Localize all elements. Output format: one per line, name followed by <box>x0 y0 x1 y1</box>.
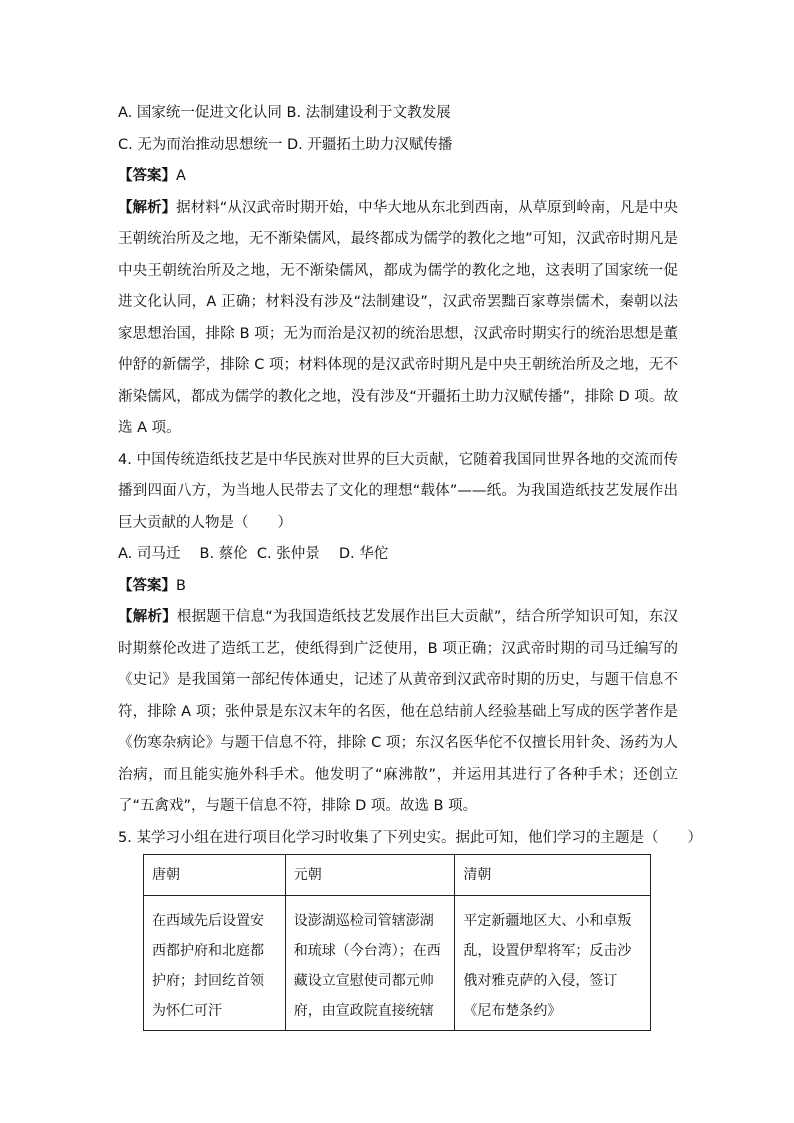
table-cell-tang: 在西域先后设置安西都护府和北庭都护府；封回纥首领为怀仁可汗 <box>144 896 286 1031</box>
answer-value: A <box>176 168 186 184</box>
table-header-cell-yuan: 元朝 <box>285 855 455 896</box>
answer-value: B <box>176 577 186 594</box>
table-header-cell-qing: 清朝 <box>455 855 651 896</box>
analysis-text: 据材料“从汉武帝时期开始，中华大地从东北到西南，从草原到岭南，凡是中央王朝统治所及之地，无不渐染儒风，最终都成为儒学的教化之地”可知，汉武帝时期凡是中央王朝统治所及之地，无不渐染儒风，都成为儒学的教化之地，这表明了国家统一促进文化认同，A 正确；材料没有涉及“法制建设”，汉武帝罢黜百家尊崇儒术，秦朝以法家思想治国，排除 B 项；无为而治是汉初的统治思想，汉武帝时期实行的统治思想是董仲舒的新儒学，排除 C 项；材料体现的是汉武帝时期凡是中央王朝统治所及之地，无不渐染儒风，都成为儒学的教化之地，没有涉及“开疆拓土助力汉赋传播”，排除 D 项。故选 A 项。 <box>118 199 678 436</box>
document-page <box>118 98 702 1019</box>
answer-label: 【答案】 <box>118 168 176 184</box>
q3-answer <box>118 161 678 193</box>
q5-facts-table <box>143 854 651 1031</box>
q4-options: A. 司马迁 B. 蔡伦 C. 张仲景 D. 华佗 <box>118 546 389 562</box>
q4-analysis <box>118 602 678 823</box>
q5-stem: 5. 某学习小组在进行项目化学习时收集了下列史实。据此可知，他们学习的主题是（ ） <box>118 829 702 846</box>
table-header-cell-tang: 唐朝 <box>144 855 286 896</box>
q3-options-line-2: C. 无为而治推动思想统一 D. 开疆拓土助力汉赋传播 <box>118 136 453 153</box>
q4-answer <box>118 571 678 603</box>
q4-stem: 4. 中国传统造纸技艺是中华民族对世界的巨大贡献，它随着我国同世界各地的交流而传播到四面八方，为当地人民带去了文化的理想“载体”——纸。为我国造纸技艺发展作出巨大贡献的人物是（ ） <box>118 451 678 531</box>
table-header-row <box>144 855 651 896</box>
table-cell-yuan: 设澎湖巡检司管辖澎湖和琉球（今台湾）；在西藏设立宣慰使司都元帅府，由宣政院直接统辖 <box>285 896 455 1031</box>
q3-analysis <box>118 193 678 445</box>
analysis-label: 【解析】 <box>118 609 177 625</box>
analysis-label: 【解析】 <box>118 199 177 216</box>
table-row <box>144 896 651 1031</box>
q3-options-line-1: A. 国家统一促进文化认同 B. 法制建设利于文教发展 <box>118 105 451 121</box>
analysis-text: 根据题干信息“为我国造纸技艺发展作出巨大贡献”，结合所学知识可知，东汉时期蔡伦改进了造纸工艺，使纸得到广泛使用，B 项正确；汉武帝时期的司马迁编写的《史记》是我国第一部纪传体通史，记述了从黄帝到汉武帝时期的历史，与题干信息不符，排除 A 项；张仲景是东汉末年的名医，他在总结前人经验基础上写成的医学著作是《伤寒杂病论》与题干信息不符，排除 C 项；东汉名医华佗不仅擅长用针灸、汤药为人治病，而且能实施外科手术。他发明了“麻沸散”，并运用其进行了各种手术；还创立了“五禽戏”，与题干信息不符，排除 D 项。故选 B 项。 <box>118 609 679 814</box>
answer-label: 【答案】 <box>118 577 176 594</box>
table-cell-qing: 平定新疆地区大、小和卓叛乱，设置伊犁将军；反击沙俄对雅克萨的入侵，签订《尼布楚条约》 <box>455 896 651 1031</box>
